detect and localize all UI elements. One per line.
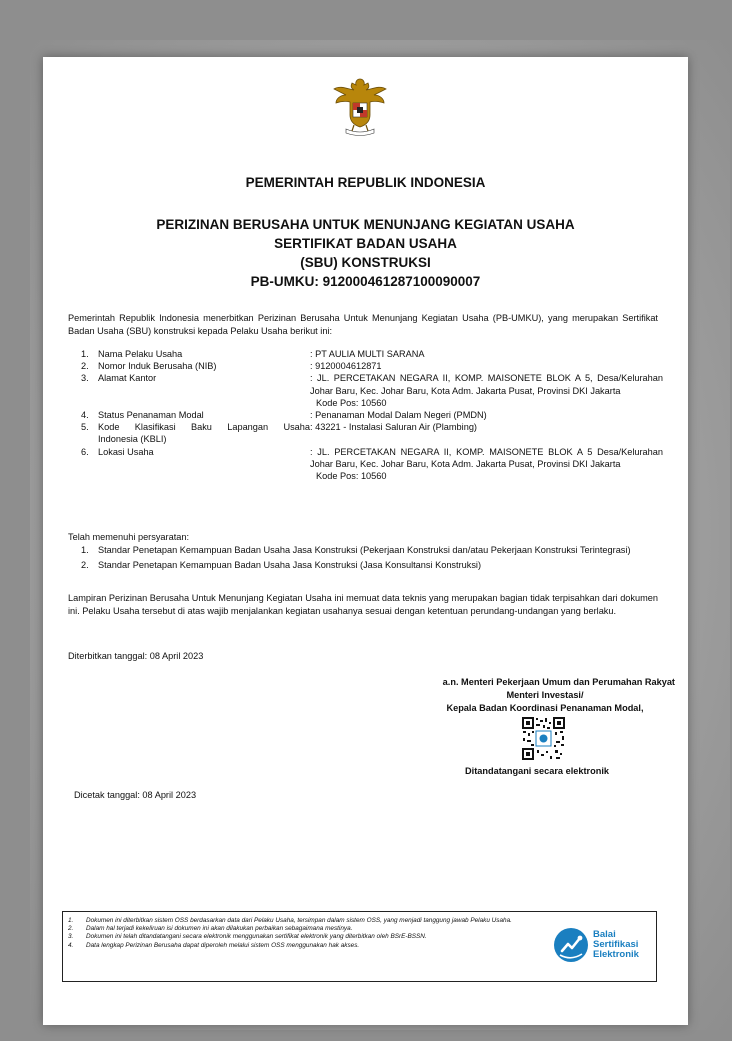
signatory-line-2: Menteri Investasi/ bbox=[506, 690, 584, 700]
requirement-number: 2. bbox=[81, 560, 89, 571]
footer-notes-box bbox=[62, 911, 657, 982]
attachment-paragraph: Lampiran Perizinan Berusaha Untuk Menunjang Kegiatan Usaha ini memuat data teknis yang merupakan bagian tidak terpisahkan dari dokumen ini. Pelaku Usaha tersebut di atas wajib menjalankan kegiatan usahanya sesuai dengan ketentuan perundang-undangan yang berlaku. bbox=[68, 593, 658, 616]
list-item bbox=[68, 559, 663, 571]
detail-value-block bbox=[310, 446, 663, 483]
note-number: 3. bbox=[68, 933, 74, 941]
list-item bbox=[68, 942, 548, 950]
detail-value: : JL. PERCETAKAN NEGARA II, KOMP. MAISONETE BLOK A 5 Desa/Kelurahan Johar Baru, Kec. Johar Baru, Kota Adm. Jakarta Pusat, Provinsi DKI Jakarta bbox=[310, 446, 663, 469]
footer-notes bbox=[68, 917, 548, 950]
postal-code: Kode Pos: 10560 bbox=[316, 471, 387, 482]
note-text: Data lengkap Perizinan Berusaha dapat diperoleh melalui sistem OSS menggunakan hak akses. bbox=[86, 941, 360, 949]
note-text: Dokumen ini diterbitkan sistem OSS berdasarkan data dari Pelaku Usaha, tersimpan dalam sistem OSS, yang menjadi tanggung jawab Pelaku Usaha. bbox=[86, 917, 512, 924]
detail-label: Nama Pelaku Usaha bbox=[98, 349, 183, 359]
certificate-page bbox=[43, 57, 688, 1025]
list-item bbox=[68, 917, 548, 925]
detail-value: : JL. PERCETAKAN NEGARA II, KOMP. MAISONETE BLOK A 5, Desa/Kelurahan Johar Baru, Kec. Johar Baru, Kota Adm. Jakarta Pusat, Provinsi DKI Jakarta bbox=[310, 373, 663, 396]
detail-row-office-address bbox=[68, 372, 663, 409]
garuda-emblem-icon bbox=[330, 75, 390, 137]
postal-code: Kode Pos: 10560 bbox=[316, 397, 387, 408]
detail-label: Lokasi Usaha bbox=[98, 446, 154, 457]
detail-number: 3. bbox=[81, 373, 89, 384]
signatory-line-3: Kepala Badan Koordinasi Penanaman Modal, bbox=[446, 703, 644, 713]
detail-label: Status Penanaman Modal bbox=[98, 410, 204, 421]
detail-label: Nomor Induk Berusaha (NIB) bbox=[98, 361, 217, 372]
note-text: Dokumen ini telah ditandatangani secara elektronik menggunakan sertifikat elektronik yang diterbitkan oleh BSrE-BSSN. bbox=[86, 933, 427, 941]
qr-code-icon bbox=[521, 716, 566, 761]
detail-number: 5. bbox=[81, 422, 89, 433]
detail-value: : Penanaman Modal Dalam Negeri (PMDN) bbox=[310, 410, 487, 421]
list-item bbox=[68, 925, 548, 933]
bsre-line-2: Sertifikasi bbox=[593, 938, 639, 950]
requirement-text: Standar Penetapan Kemampuan Badan Usaha Jasa Konstruksi (Jasa Konsultansi Konstruksi) bbox=[98, 560, 482, 571]
list-item bbox=[68, 933, 548, 941]
signatory-line-1: a.n. Menteri Pekerjaan Umum dan Perumahan Rakyat bbox=[442, 677, 675, 687]
business-details-list bbox=[68, 348, 663, 482]
note-number: 4. bbox=[68, 941, 74, 949]
detail-number: 2. bbox=[81, 361, 89, 372]
issued-date: Diterbitkan tanggal: 08 April 2023 bbox=[68, 651, 204, 661]
title-line-1: PERIZINAN BERUSAHA UNTUK MENUNJANG KEGIATAN USAHA bbox=[156, 217, 575, 232]
note-text: Dalam hal terjadi kekeliruan isi dokumen ini akan dilakukan perbaikan sebagaimana mestinya. bbox=[86, 925, 353, 933]
detail-label-continued: Indonesia (KBLI) bbox=[98, 434, 167, 445]
requirement-text: Standar Penetapan Kemampuan Badan Usaha Jasa Konstruksi (Pekerjaan Konstruksi dan/atau Pekerjaan Konstruksi Terintegrasi) bbox=[98, 545, 631, 555]
title-line-2: SERTIFIKAT BADAN USAHA bbox=[274, 236, 457, 251]
note-number: 2. bbox=[68, 925, 74, 933]
printed-date: Dicetak tanggal: 08 April 2023 bbox=[74, 790, 197, 800]
detail-value: : PT AULIA MULTI SARANA bbox=[310, 349, 425, 359]
bsre-logo-icon bbox=[553, 927, 589, 963]
detail-row-kbli bbox=[68, 421, 663, 445]
bsre-name bbox=[593, 930, 639, 960]
requirements-list bbox=[68, 544, 663, 574]
detail-label-block bbox=[98, 421, 310, 445]
list-item bbox=[68, 544, 663, 556]
document-title bbox=[43, 215, 688, 291]
detail-label: Kode Klasifikasi Baku Lapangan Usaha bbox=[98, 422, 310, 433]
detail-number: 1. bbox=[81, 349, 89, 359]
detail-label: Alamat Kantor bbox=[98, 373, 157, 384]
intro-paragraph: Pemerintah Republik Indonesia menerbitkan Perizinan Berusaha Untuk Menunjang Kegiatan Usaha (PB-UMKU), yang merupakan Sertifikat Badan Usaha (SBU) konstruksi kepada Pelaku Usaha berikut ini: bbox=[68, 313, 658, 336]
detail-row-business-location bbox=[68, 446, 663, 483]
detail-row-nib bbox=[68, 360, 663, 372]
detail-number: 6. bbox=[81, 446, 89, 457]
bsre-brand bbox=[553, 922, 653, 967]
bsre-line-3: Elektronik bbox=[593, 948, 639, 960]
bsre-line-1: Balai bbox=[593, 928, 616, 940]
government-heading: PEMERINTAH REPUBLIK INDONESIA bbox=[245, 175, 486, 190]
requirements-heading: Telah memenuhi persyaratan: bbox=[68, 532, 190, 542]
title-line-3: (SBU) KONSTRUKSI bbox=[300, 255, 431, 270]
permit-number: PB-UMKU: 912000461287100090007 bbox=[250, 274, 481, 289]
electronic-signature-note: Ditandatangani secara elektronik bbox=[465, 766, 609, 776]
detail-number: 4. bbox=[81, 410, 89, 421]
signatory-block bbox=[415, 676, 675, 715]
detail-value: : 43221 - Instalasi Saluran Air (Plambing) bbox=[310, 422, 477, 433]
detail-row-investment-status bbox=[68, 409, 663, 421]
requirement-number: 1. bbox=[81, 545, 89, 555]
detail-value: : 9120004612871 bbox=[310, 361, 382, 372]
note-number: 1. bbox=[68, 917, 74, 924]
detail-value-block bbox=[310, 372, 663, 409]
detail-row-name bbox=[68, 348, 663, 360]
